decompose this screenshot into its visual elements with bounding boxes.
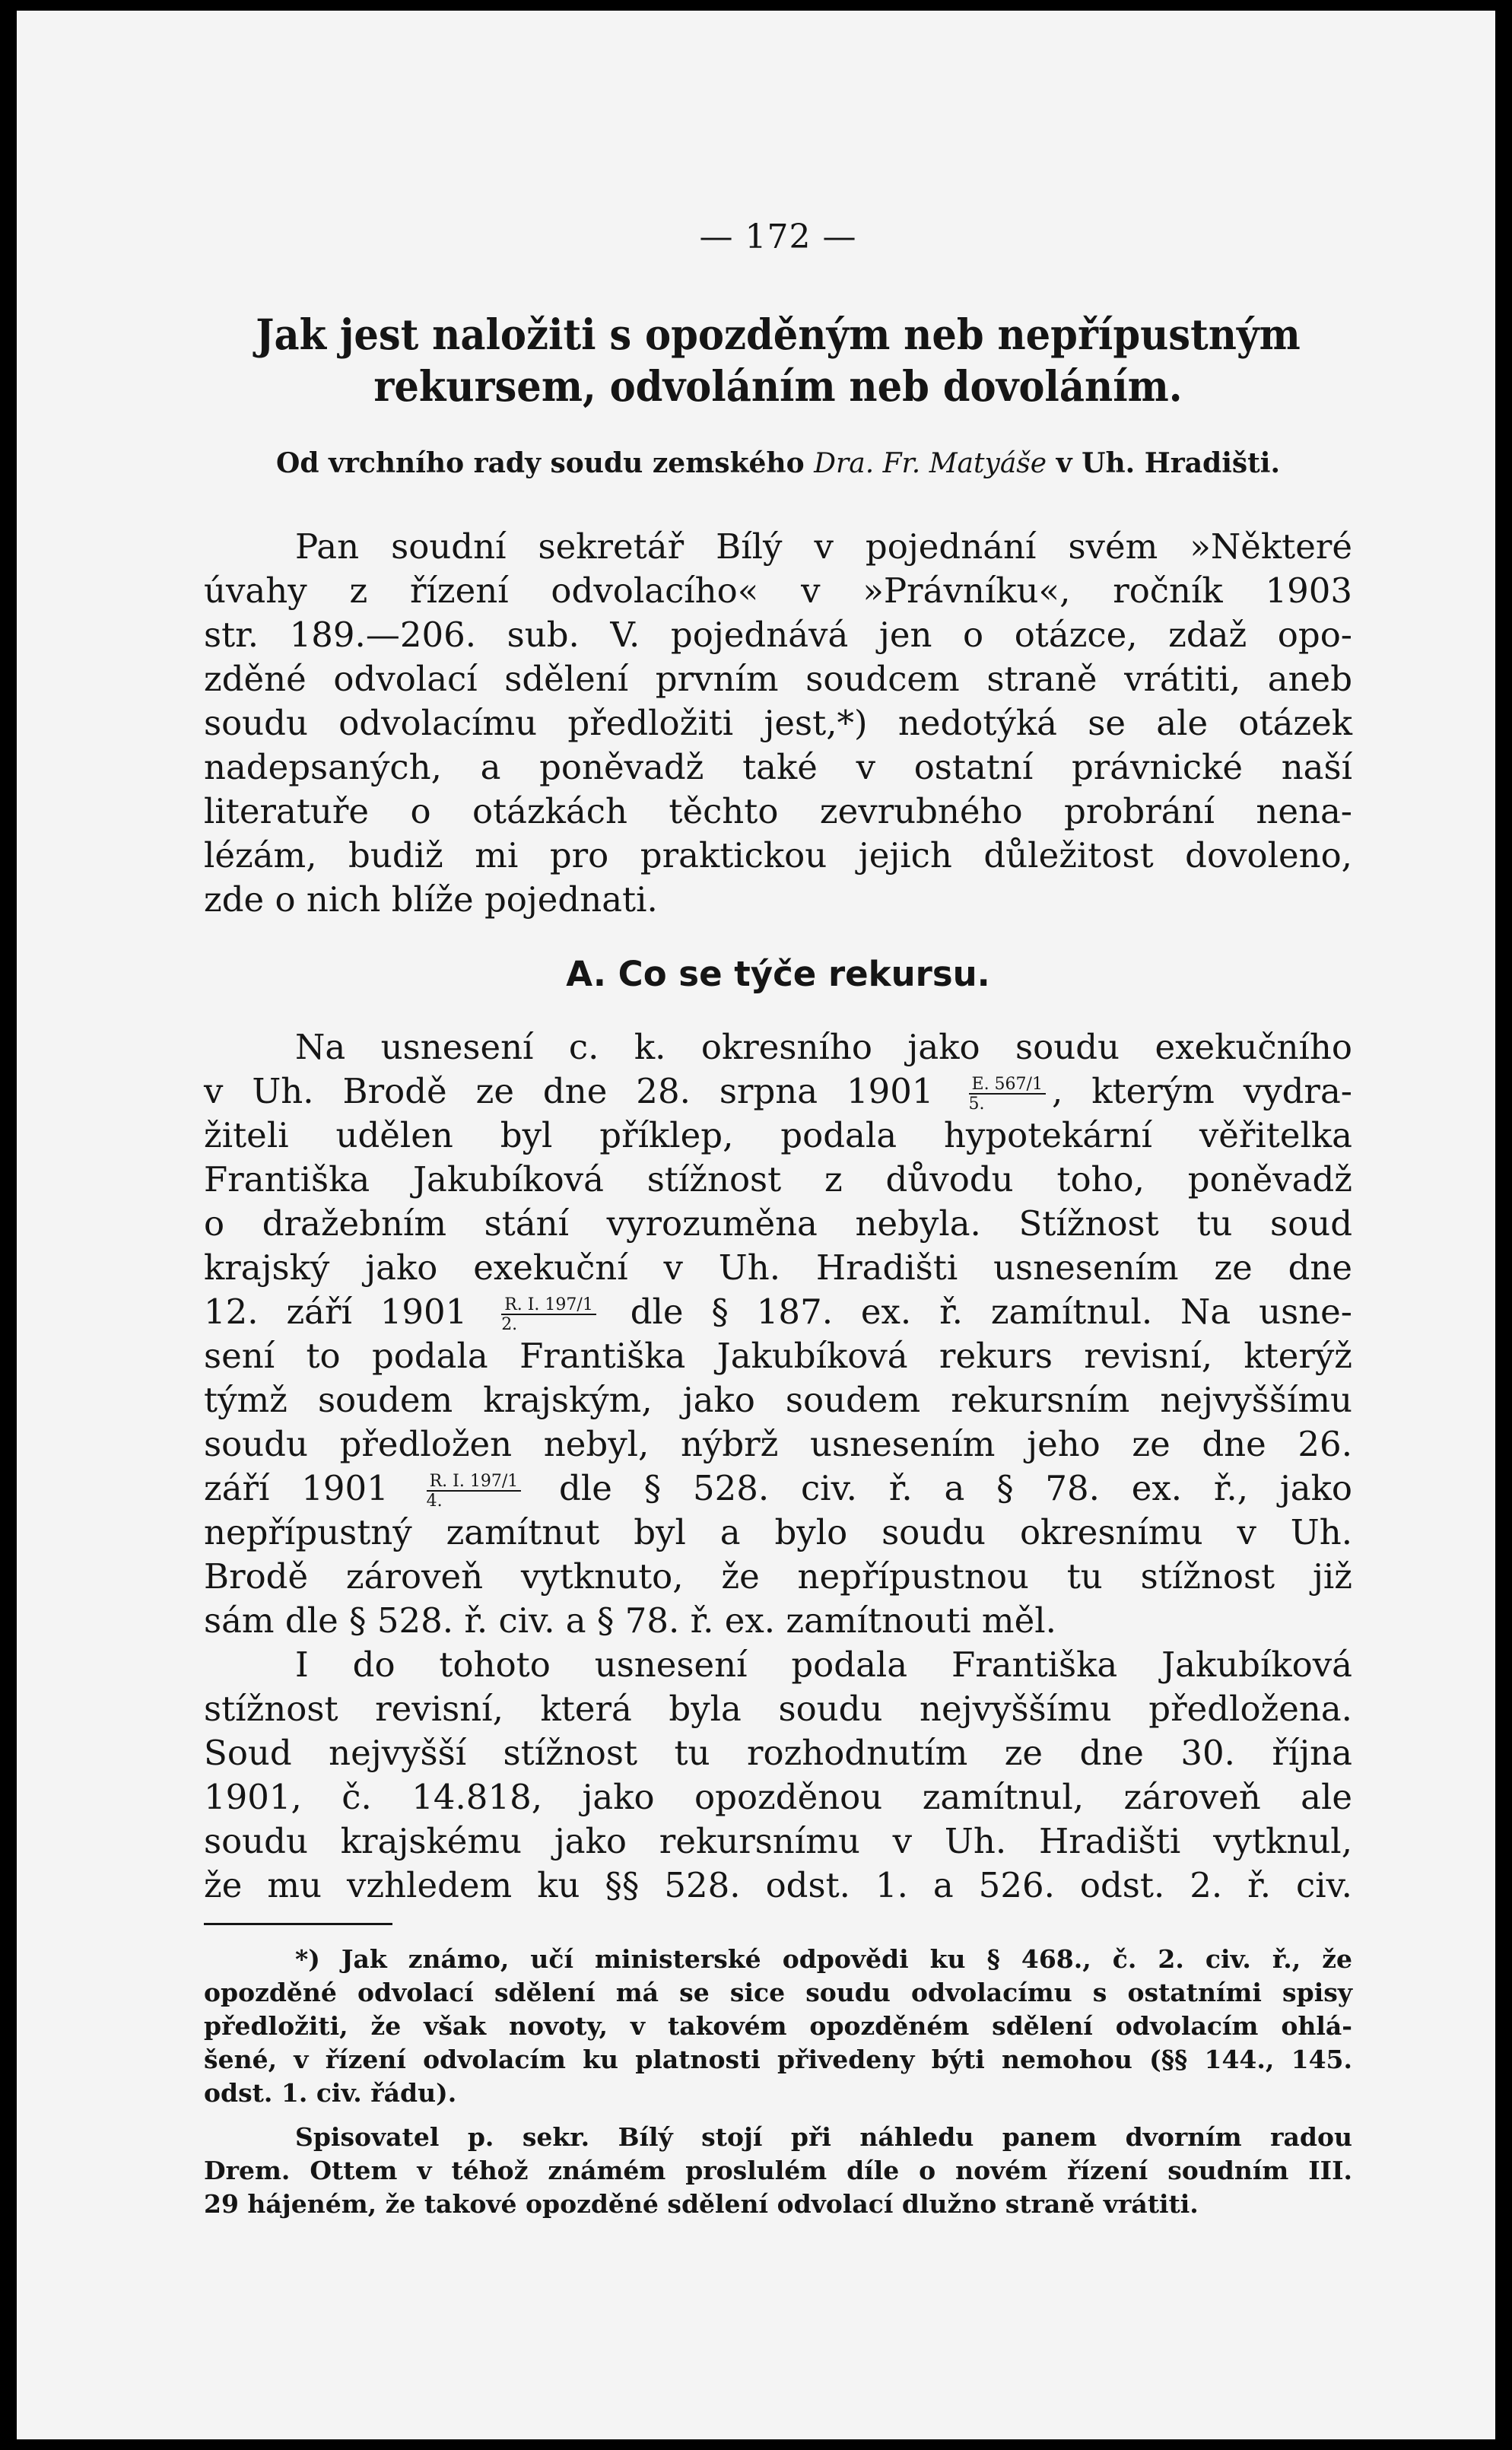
text-line: týmž soudem krajským, jako soudem rekursním nejvyššímu bbox=[204, 1380, 1352, 1420]
footnote-line: *) Jak známo, učí ministerské odpovědi ku § 468., č. 2. civ. ř., že bbox=[295, 1944, 1352, 1974]
text-line: Soud nejvyšší stížnost tu rozhodnutím ze dne 30. října bbox=[204, 1733, 1352, 1773]
footnote-line: šené, v řízení odvolacím ku platnosti přivedeny býti nemohou (§§ 144., 145. bbox=[204, 2045, 1352, 2074]
byline-author: Dra. Fr. Matyáše bbox=[814, 448, 1047, 479]
text-segment: září 1901 bbox=[204, 1468, 389, 1508]
text-line: stížnost revisní, která byla soudu nejvyššímu předložena. bbox=[204, 1689, 1352, 1729]
section-heading: A. Co se týče rekursu. bbox=[566, 954, 990, 994]
page-number: — 172 — bbox=[699, 218, 857, 256]
text-line: krajský jako exekuční v Uh. Hradišti usnesením ze dne bbox=[204, 1247, 1352, 1288]
text-line: Brodě zároveň vytknuto, že nepřípustnou tu stížnost již bbox=[204, 1556, 1352, 1597]
text-line: str. 189.—206. sub. V. pojednává jen o otázce, zdaž opo- bbox=[204, 615, 1352, 655]
case-fraction bbox=[427, 1473, 522, 1510]
fraction-numerator: E. 567/1 bbox=[969, 1076, 1046, 1095]
text-line: soudu odvolacímu předložiti jest,*) nedotýká se ale otázek bbox=[204, 703, 1352, 743]
article-title bbox=[236, 309, 1321, 412]
byline-suffix: v Uh. Hradišti. bbox=[1056, 447, 1280, 479]
footnote-line: předložiti, že však novoty, v takovém opozděném sdělení odvolacím ohlá- bbox=[204, 2011, 1352, 2041]
text-line-with-fraction bbox=[204, 1467, 1352, 1511]
fraction-denominator: 4. bbox=[426, 1491, 443, 1511]
text-line: nadepsaných, a poněvadž také v ostatní právnické naší bbox=[204, 747, 1352, 787]
rekurs-paragraph bbox=[204, 1025, 1352, 1908]
footnote-line: odst. 1. civ. řádu). bbox=[204, 2078, 457, 2108]
case-fraction bbox=[501, 1297, 596, 1333]
text-line: sení to podala Františka Jakubíková rekurs revisní, kterýž bbox=[204, 1336, 1352, 1376]
text-line: že mu vzhledem ku §§ 528. odst. 1. a 526. odst. 2. ř. civ. bbox=[204, 1865, 1352, 1905]
text-line: literatuře o otázkách těchto zevrubného probrání nena- bbox=[204, 791, 1352, 831]
text-line: soudu krajskému jako rekursnímu v Uh. Hradišti vytknul, bbox=[204, 1821, 1352, 1861]
text-line: soudu předložen nebyl, nýbrž usnesením jeho ze dne 26. bbox=[204, 1424, 1352, 1464]
footnote-divider bbox=[204, 1923, 392, 1925]
text-segment: dle § 187. ex. ř. zamítnul. Na usne- bbox=[630, 1292, 1353, 1332]
footnote-line: Spisovatel p. sekr. Bílý stojí při náhledu panem dvorním radou bbox=[295, 2122, 1352, 2152]
text-line: Na usnesení c. k. okresního jako soudu exekučního bbox=[295, 1027, 1352, 1067]
text-line: Pan soudní sekretář Bílý v pojednání svém »Některé bbox=[295, 526, 1352, 567]
fraction-numerator: R. I. 197/1 bbox=[427, 1473, 522, 1492]
text-line: 1901, č. 14.818, jako opozděnou zamítnul, zároveň ale bbox=[204, 1777, 1352, 1817]
footnote-line: 29 hájeném, že takové opozděné sdělení odvolací dlužno straně vrátiti. bbox=[204, 2189, 1199, 2219]
title-line-2: rekursem, odvoláním neb dovoláním. bbox=[373, 361, 1183, 411]
text-line: sám dle § 528. ř. civ. a § 78. ř. ex. zamítnouti měl. bbox=[204, 1600, 1056, 1641]
text-line: Františka Jakubíková stížnost z důvodu toho, poněvadž bbox=[204, 1159, 1352, 1200]
text-segment: 12. září 1901 bbox=[204, 1292, 468, 1332]
text-line: nepřípustný zamítnut byl a bylo soudu okresnímu v Uh. bbox=[204, 1512, 1352, 1552]
text-line: úvahy z řízení odvolacího« v »Právníku«, ročník 1903 bbox=[204, 570, 1352, 611]
footnote-line: opozděné odvolací sdělení má se sice soudu odvolacímu s ostatními spisy bbox=[204, 1978, 1352, 2007]
text-line: I do tohoto usnesení podala Františka Jakubíková bbox=[295, 1644, 1352, 1685]
footnote-line: Drem. Ottem v téhož známém proslulém díle o novém řízení soudním III. bbox=[204, 2156, 1352, 2185]
text-segment: v Uh. Brodě ze dne 28. srpna 1901 bbox=[204, 1071, 934, 1111]
text-line-with-fraction bbox=[204, 1290, 1352, 1334]
title-line-1: Jak jest naložiti s opozděným neb nepřípustným bbox=[256, 310, 1301, 359]
document-page bbox=[17, 11, 1495, 2439]
fraction-denominator: 5. bbox=[968, 1094, 985, 1114]
text-line: zde o nich blíže pojednati. bbox=[204, 879, 658, 920]
text-line: zděné odvolací sdělení prvním soudcem straně vrátiti, aneb bbox=[204, 659, 1352, 699]
case-fraction bbox=[969, 1076, 1046, 1113]
text-line: žiteli udělen byl příklep, podala hypotekární věřitelka bbox=[204, 1115, 1352, 1155]
text-segment: dle § 528. civ. ř. a § 78. ex. ř., jako bbox=[559, 1468, 1352, 1508]
fraction-denominator: 2. bbox=[501, 1314, 518, 1334]
footnote bbox=[204, 1943, 1352, 2221]
text-segment: , kterým vydra- bbox=[1051, 1071, 1352, 1111]
byline-prefix: Od vrchního rady soudu zemského bbox=[276, 447, 805, 479]
text-line-with-fraction bbox=[204, 1069, 1352, 1114]
author-byline bbox=[204, 447, 1352, 479]
fraction-numerator: R. I. 197/1 bbox=[501, 1297, 596, 1315]
intro-paragraph bbox=[204, 525, 1352, 922]
text-line: o dražebním stání vyrozuměna nebyla. Stížnost tu soud bbox=[204, 1203, 1352, 1244]
text-line: lézám, budiž mi pro praktickou jejich důležitost dovoleno, bbox=[204, 835, 1352, 875]
